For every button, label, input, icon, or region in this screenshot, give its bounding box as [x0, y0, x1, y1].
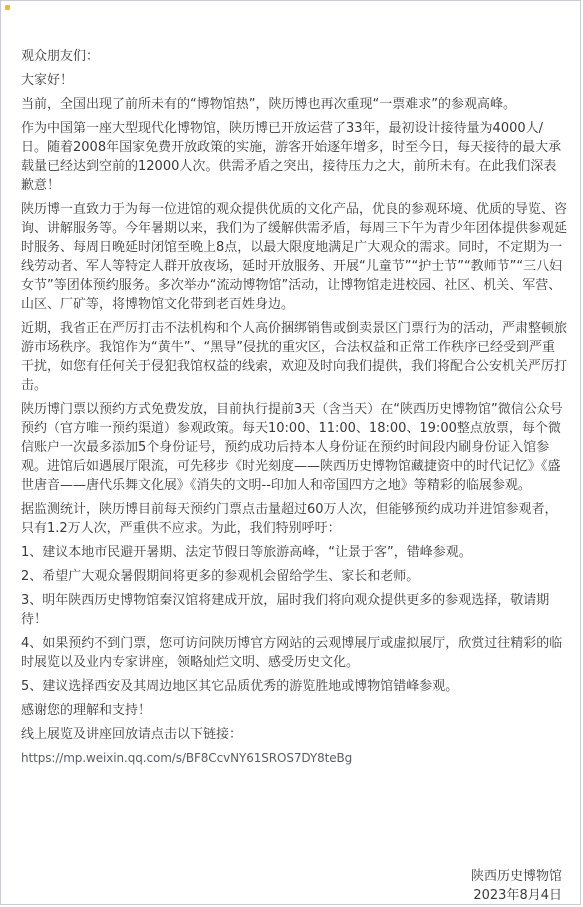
paragraph-2: 作为中国第一座大型现代化博物馆，陕历博已开放运营了33年，最初设计接待量为4000人/日。随着2008年国家免费开放政策的实施，游客开始逐年增多，时至今日，每天接待的最大承载量已经达到空前的12000人次。供需矛盾之突出，接待压力之大，前所未有。在此我们深表歉意！ [21, 121, 562, 193]
signature-date: 2023年8月4日 [473, 888, 562, 903]
appeal-item-4: 4、如果预约不到门票，您可访问陕历博官方网站的云观博展厅或虚拟展厅，欣赏过往精彩的临时展览以及业内专家讲座，领略灿烂文明、感受历史文化。 [21, 636, 563, 670]
paragraph-3: 陕历博一直致力于为每一位进馆的观众提供优质的文化产品，优良的参观环境、优质的导览、咨询、讲解服务等。今年暑期以来，我们为了缓解供需矛盾，每周三下午为青少年团体提供参观延时服务、每周日晚延时闭馆至晚上8点，以最大限度地满足广大观众的需求。同时，不定期为一线劳动者、军人等特定人群开放夜场，延时开放服务、开展“儿童节”“护士节”“教师节”“三八妇女节”等团体预约服务。多次举办“流动博物馆”活动，让博物馆走进校园、社区、机关、军营、山区、厂矿等，将博物馆文化带到老百姓身边。 [21, 202, 568, 312]
appeal-item-5: 5、建议选择西安及其周边地区其它品质优秀的游览胜地或博物馆错峰参观。 [21, 679, 459, 694]
appeal-item-1: 1、建议本地市民避开暑期、法定节假日等旅游高峰，“让景于客”，错峰参观。 [21, 545, 472, 560]
paragraph-1: 当前，全国出现了前所未有的“博物馆热”，陕历博也再次重现“一票难求”的参观高峰。 [21, 97, 516, 112]
link-intro: 线上展览及讲座回放请点击以下链接： [21, 727, 243, 742]
appeal-item-3: 3、明年陕西历史博物馆秦汉馆将建成开放，届时我们将向观众提供更多的参观选择，敬请期待！ [21, 593, 550, 627]
salutation: 观众朋友们： [21, 49, 100, 64]
greeting: 大家好！ [21, 73, 74, 88]
exhibition-link[interactable]: https://mp.weixin.qq.com/s/BF8CcvNY61SROS7DY8teBg [21, 751, 353, 765]
letter-body [21, 47, 567, 773]
paragraph-4: 近期，我省正在严厉打击不法机构和个人高价捆绑销售或倒卖景区门票行为的活动，严肃整顿旅游市场秩序。我馆作为“黄牛”、“黑导”侵扰的重灾区，合法权益和正常工作秩序已经受到严重干扰，如您有任何关于侵犯我馆权益的线索，欢迎及时向我们提供，我们将配合公安机关严厉打击。 [21, 321, 568, 393]
signature-museum: 陕西历史博物馆 [470, 869, 562, 884]
corner-marker [5, 5, 10, 10]
paragraph-6: 据监测统计，陕历博目前每天预约门票点击量超过60万人次，但能够预约成功并进馆参观者，只有1.2万人次，严重供不应求。为此，我们特别呼吁： [21, 502, 558, 536]
signature-block [471, 867, 562, 905]
thanks-line: 感谢您的理解和支持！ [21, 703, 152, 718]
appeal-item-2: 2、希望广大观众暑假期间将更多的参观机会留给学生、家长和老师。 [21, 569, 420, 584]
paragraph-5: 陕历博门票以预约方式免费发放，目前执行提前3天（含当天）在“陕西历史博物馆”微信公众号预约（官方唯一预约渠道）参观政策。每天10:00、11:00、18:00、19:00整点放票，每个微信账户一次最多添加5个身份证号，预约成功后持本人身份证在预约时间段内刷身份证入馆参观。进馆后如遇展厅限流，可先移步《时光刻度——陕西历史博物馆藏捷资中的时代记忆》《盛世唐音——唐代乐舞文化展》《消失的文明--印加人和帝国四方之地》等精彩的临展参观。 [21, 402, 563, 493]
